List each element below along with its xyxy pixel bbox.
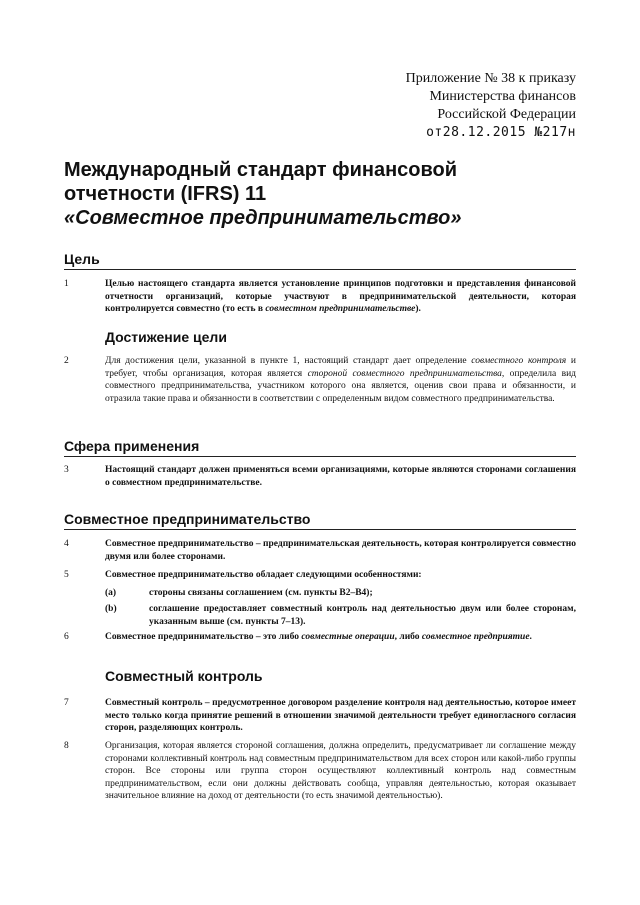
paragraph-number: 3 <box>64 465 69 475</box>
title-line-3: «Совместное предпринимательство» <box>64 207 462 229</box>
paragraph-4 <box>64 538 576 563</box>
subheading-joint-control: Совместный контроль <box>105 668 263 684</box>
document-title <box>64 158 584 230</box>
paragraph-text: Совместное предпринимательство – предпринимательская деятельность, которая контролируется совместно двумя или более сторонами. <box>105 539 576 562</box>
annex-date-line: от28.12.2015 №217н <box>426 125 576 140</box>
paragraph-8 <box>64 740 576 803</box>
section-heading-scope: Сфера применения <box>64 437 576 457</box>
subheading-goal-achievement: Достижение цели <box>105 329 227 345</box>
paragraph-number: 2 <box>64 356 69 366</box>
paragraph-number: 4 <box>64 539 69 549</box>
paragraph-text: Совместное предпринимательство – это либо совместные операции, либо совместное предприятие. <box>105 632 532 642</box>
annex-line-2: Министерства финансов <box>429 89 576 104</box>
title-line-2: отчетности (IFRS) 11 <box>64 183 267 205</box>
section-heading-joint-arrangement: Совместное предпринимательство <box>64 510 576 530</box>
paragraph-1 <box>64 278 576 316</box>
annex-header <box>406 70 576 142</box>
paragraph-number: 1 <box>64 279 69 289</box>
paragraph-number: 8 <box>64 741 69 751</box>
paragraph-text: Для достижения цели, указанной в пункте 1, настоящий стандарт дает определение совместного контроля и требует, чтобы организация, которая является стороной совместного предпринимательства, определила вид совместного предпринимательства, участником которого она является, оценив свои права и обязанности, и отразила такие права и обязанности в соответствии с определенным видом совместного предпринимательства. <box>105 356 576 404</box>
list-item-b <box>105 603 576 628</box>
list-item-label: (b) <box>105 604 117 614</box>
section-heading-goal: Цель <box>64 250 576 270</box>
paragraph-6 <box>64 631 576 644</box>
title-line-1: Международный стандарт финансовой <box>64 159 458 181</box>
list-item-text: стороны связаны соглашением (см. пункты B2–B4); <box>149 588 373 598</box>
paragraph-5 <box>64 569 576 582</box>
list-item-a <box>105 587 576 600</box>
paragraph-text: Целью настоящего стандарта является установление принципов подготовки и представления финансовой отчетности организаций, которые участвуют в предпринимательской деятельности, которая контролируется совместно (то есть в совместном предпринимательстве). <box>105 279 576 314</box>
paragraph-2 <box>64 355 576 405</box>
paragraph-text: Совместное предпринимательство обладает следующими особенностями: <box>105 570 422 580</box>
paragraph-7 <box>64 697 576 735</box>
list-item-label: (a) <box>105 588 117 598</box>
paragraph-text: Организация, которая является стороной соглашения, должна определить, предусматривает ли соглашение между сторонами коллективный контроль над совместным предпринимательством для всех сторон или какой-либо группы сторон. Все стороны или группа сторон осуществляют коллективный контроль над совместным предпринимательством, если они должны действовать сообща, управляя деятельностью, которая оказывает значительное влияние на доход от деятельности (то есть значимой деятельностью). <box>105 741 576 801</box>
paragraph-3 <box>64 464 576 489</box>
paragraph-text: Настоящий стандарт должен применяться всеми организациями, которые являются сторонами соглашения о совместном предпринимательстве. <box>105 465 576 488</box>
paragraph-text: Совместный контроль – предусмотренное договором разделение контроля над деятельностью, которое имеет место только когда принятие решений в отношении значимой деятельности требует единогласного согласия сторон, разделяющих контроль. <box>105 698 576 733</box>
paragraph-number: 7 <box>64 698 69 708</box>
annex-line-3: Российской Федерации <box>437 107 576 122</box>
paragraph-number: 5 <box>64 570 69 580</box>
list-item-text: соглашение предоставляет совместный контроль над деятельностью двум или более сторонам, указанным выше (см. пункты 7–13). <box>149 604 576 627</box>
annex-line-1: Приложение № 38 к приказу <box>405 71 576 86</box>
paragraph-number: 6 <box>64 632 69 642</box>
